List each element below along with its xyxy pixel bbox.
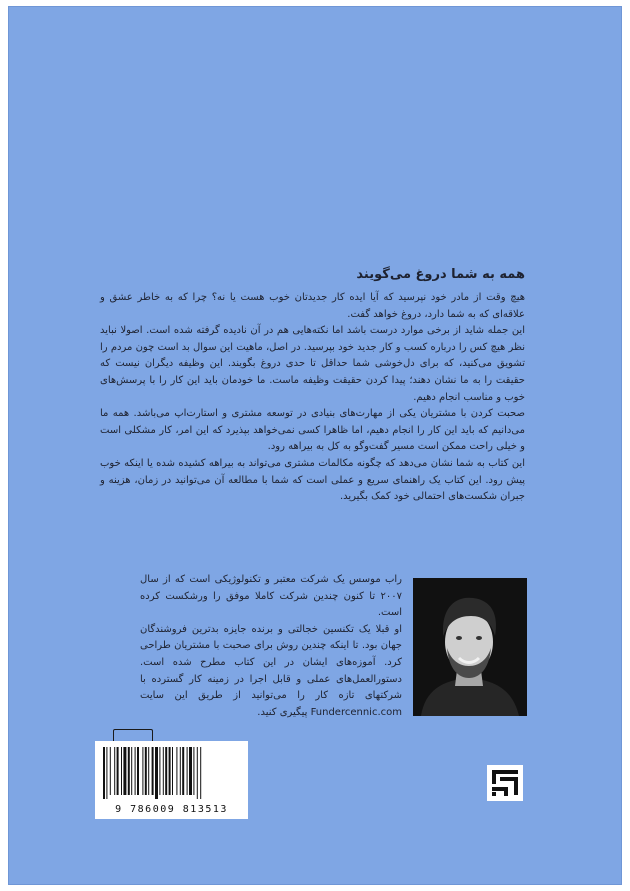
barcode-bar	[128, 747, 130, 795]
blurb	[100, 266, 525, 506]
author-bio-paragraph-1: راب موسس یک شرکت معتبر و تکنولوژیکی است که از سال ۲۰۰۷ تا کنون چندین شرکت کاملا موفق را ورشکست کرده است.	[140, 574, 402, 619]
barcode-bar	[152, 747, 154, 795]
barcode-bar	[106, 747, 107, 799]
author-photo	[413, 578, 527, 716]
blurb-paragraph-2: این جمله شاید از برخی موارد درست باشد اما نکته‌هایی هم در آن نادیده گرفته شده است. اصولا نباید نظر هیچ کس را درباره کسب و کار جدید خود بپرسید. در اصل، ماهیت این سوال بد است چون مردم را تشویق می‌کنید، که برای دل‌خوشی شما حداقل تا حدی دروغ بگویند. این وظیفه دیگران نیست که حقیقت را به ما نشان دهند؛ پیدا کردن حقیقت وظیفه ماست. ما خودمان باید این کار را با پرسش‌های خوب و مناسب انجام دهیم.	[100, 325, 525, 403]
barcode-bar	[103, 747, 105, 799]
barcode-bar	[187, 747, 188, 795]
blurb-paragraph-4: این کتاب به شما نشان می‌دهد که چگونه مکالمات مشتری می‌تواند به بیراهه کشیده شده یا اینکه خوب پیش رود. این کتاب یک راهنمای سریع و عملی است که شما با مطالعه آن می‌توانید در زمان، هزینه و جبران شکست‌های احتمالی خود کمک بگیرید.	[100, 457, 525, 503]
barcode-bar	[117, 747, 119, 795]
barcode-bar	[182, 747, 184, 795]
barcode-bar	[165, 747, 167, 795]
barcode-bar	[121, 747, 122, 795]
barcode-bar	[145, 747, 147, 795]
publisher-logo	[487, 765, 523, 801]
blurb-paragraph-1: هیچ وقت از مادر خود نپرسید که آیا ایده کار جدیدتان خوب هست یا نه؟ چرا که به خاطر عشق و علاقه‌ای که به شما دارد، دروغ خواهد گفت.	[100, 292, 525, 320]
barcode-bar	[137, 747, 139, 795]
author-portrait-image	[413, 578, 527, 716]
barcode-bar	[159, 747, 160, 795]
barcode-bar	[114, 747, 115, 795]
barcode-bars	[95, 741, 248, 801]
barcode-bar	[180, 747, 181, 795]
barcode-bar	[142, 747, 143, 795]
isbn-barcode	[95, 741, 248, 819]
publisher-logo-mark	[487, 765, 523, 801]
barcode-bar	[200, 747, 201, 799]
barcode-bar	[123, 747, 126, 795]
barcode-bar	[110, 747, 111, 795]
barcode-bar	[135, 747, 136, 795]
barcode-bar	[189, 747, 192, 795]
blurb-heading: همه به شما دروغ می‌گویند	[356, 267, 525, 282]
author-bio	[140, 572, 402, 721]
barcode-bar	[172, 747, 173, 795]
barcode-bar	[169, 747, 171, 795]
barcode-bar	[176, 747, 177, 795]
barcode-bar	[148, 747, 149, 795]
barcode-bar	[163, 747, 164, 795]
barcode-bar	[155, 747, 158, 799]
isbn-number: 9 786009 813513	[115, 804, 228, 815]
blurb-paragraph-3: صحبت کردن با مشتریان یکی از مهارت‌های بنیادی در توسعه مشتری و استارت‌اپ می‌باشد. همه ما می‌دانیم که باید این کار را انجام دهیم، اما ظاهرا کسی نمی‌خواهد بپذیرد که این امر، کار مشکلی است و خیلی راحت ممکن است مسیر گفت‌وگو به کل به بیراهه رود.	[100, 408, 525, 453]
barcode-bar	[197, 747, 198, 799]
author-bio-paragraph-2: او قبلا یک تکنسین خجالتی و برنده جایزه بدترین فروشندگان جهان بود. تا اینکه چندین روش برای صحبت با مشتریان طراحی کرد. آموزه‌های ایشان در این کتاب مطرح شده است. دستورالعمل‌های عملی و قابل اجرا در زمینه کار گسترده با شرکتهای تازه کار را می‌توانید از طریق این سایت Fundercennic.com پیگیری کنید.	[140, 623, 402, 718]
barcode-bar	[131, 747, 132, 795]
barcode-bar	[193, 747, 194, 795]
